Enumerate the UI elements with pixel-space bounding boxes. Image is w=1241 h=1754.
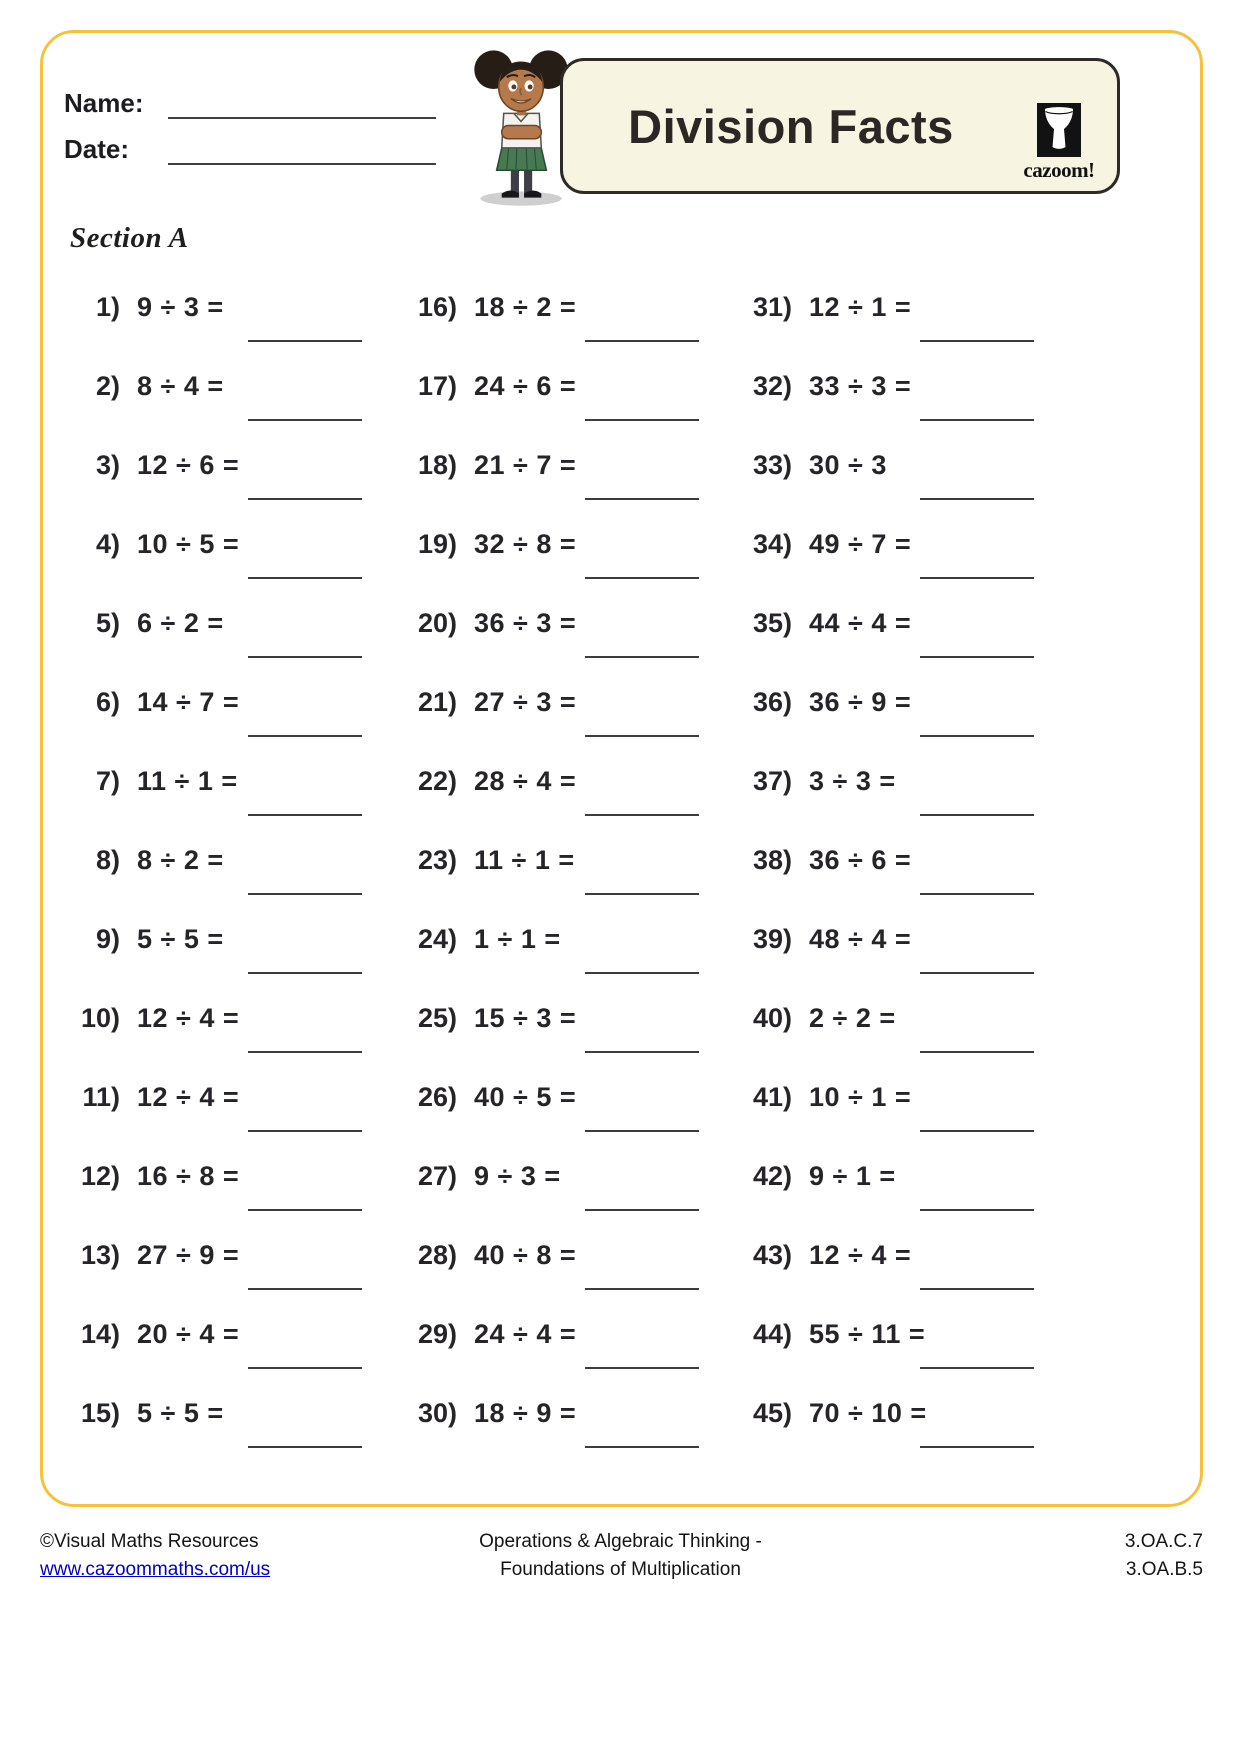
problem-expression: 6 ÷ 2 = [137,608,224,638]
problem-line [740,1161,1075,1192]
problem-cell [68,1003,403,1082]
problem-number: 25) [417,1003,457,1033]
problem-number: 15) [80,1398,120,1428]
problem-cell [405,1319,740,1398]
problem-expression: 1 ÷ 1 = [474,924,561,954]
problem-expression: 44 ÷ 4 = [809,608,912,638]
problem-number: 13) [80,1240,120,1270]
problem-line [740,1240,1075,1271]
problem-number: 4) [95,529,120,559]
problem-expression: 24 ÷ 6 = [474,371,577,401]
answer-blank[interactable] [248,419,362,421]
name-fill-line[interactable] [168,117,436,119]
problem-cell [405,766,740,845]
problem-cell [740,608,1075,687]
answer-blank[interactable] [920,814,1034,816]
problem-expression: 49 ÷ 7 = [809,529,912,559]
problem-cell [740,371,1075,450]
answer-blank[interactable] [248,1446,362,1448]
problem-number: 7) [95,766,120,796]
answer-blank[interactable] [920,893,1034,895]
problem-number: 30) [417,1398,457,1428]
problem-cell [68,1398,403,1477]
problem-number: 8) [95,845,120,875]
problem-line [740,1003,1075,1034]
answer-blank[interactable] [585,577,699,579]
problem-number: 41) [752,1082,792,1112]
problem-number: 3) [95,450,120,480]
problem-cell [405,1398,740,1477]
answer-blank[interactable] [248,577,362,579]
answer-blank[interactable] [920,340,1034,342]
problem-cell [740,924,1075,1003]
answer-blank[interactable] [585,814,699,816]
problem-number: 24) [417,924,457,954]
page-title: Division Facts [628,99,954,153]
problem-line [68,924,403,955]
problem-number: 39) [752,924,792,954]
problem-cell [740,1398,1075,1477]
problem-number: 11) [82,1082,120,1112]
answer-blank[interactable] [248,893,362,895]
problem-expression: 48 ÷ 4 = [809,924,912,954]
answer-blank[interactable] [585,893,699,895]
problem-expression: 12 ÷ 4 = [137,1003,240,1033]
problem-number: 5) [95,608,120,638]
answer-blank[interactable] [920,1051,1034,1053]
problem-line [405,1003,740,1034]
problem-cell [405,608,740,687]
problem-number: 31) [752,292,792,322]
problem-expression: 5 ÷ 5 = [137,924,224,954]
problems-column-1 [68,292,403,1477]
problem-line [68,608,403,639]
problem-expression: 11 ÷ 1 = [137,766,238,796]
problem-expression: 9 ÷ 1 = [809,1161,896,1191]
answer-blank[interactable] [248,340,362,342]
standard-code-2: 3.OA.B.5 [1125,1559,1203,1580]
answer-blank[interactable] [585,1367,699,1369]
problem-line [68,1398,403,1429]
problem-cell [740,1319,1075,1398]
problem-cell [740,687,1075,766]
problem-line [405,1161,740,1192]
answer-blank[interactable] [585,1288,699,1290]
problem-expression: 30 ÷ 3 [809,450,887,480]
problem-number: 26) [417,1082,457,1112]
problem-expression: 2 ÷ 2 = [809,1003,896,1033]
problem-line [68,687,403,718]
answer-blank[interactable] [248,656,362,658]
problem-cell [68,1240,403,1319]
problem-line [740,1082,1075,1113]
problem-line [68,1003,403,1034]
answer-blank[interactable] [248,1051,362,1053]
problem-expression: 36 ÷ 9 = [809,687,912,717]
date-fill-line[interactable] [168,163,436,165]
website-link[interactable]: www.cazoommaths.com/us [40,1559,271,1580]
answer-blank[interactable] [920,735,1034,737]
answer-blank[interactable] [585,1209,699,1211]
problem-cell [405,529,740,608]
problem-line [740,450,1075,481]
problem-expression: 28 ÷ 4 = [474,766,577,796]
footer-topic-line1: Operations & Algebraic Thinking - [479,1531,762,1552]
problem-number: 28) [417,1240,457,1270]
problem-expression: 36 ÷ 6 = [809,845,912,875]
problem-expression: 5 ÷ 5 = [137,1398,224,1428]
problem-line [740,845,1075,876]
answer-blank[interactable] [920,656,1034,658]
problem-cell [405,1082,740,1161]
name-label: Name: [64,88,144,118]
answer-blank[interactable] [585,735,699,737]
answer-blank[interactable] [248,814,362,816]
problem-line [740,1398,1075,1429]
answer-blank[interactable] [248,1130,362,1132]
problem-line [68,1240,403,1271]
problem-cell [405,845,740,924]
problem-line [68,845,403,876]
problem-cell [405,1003,740,1082]
problem-line [68,1319,403,1350]
problem-line [405,766,740,797]
problem-expression: 16 ÷ 8 = [137,1161,240,1191]
problem-expression: 27 ÷ 3 = [474,687,577,717]
problem-line [405,924,740,955]
problem-number: 20) [417,608,457,638]
problem-line [740,766,1075,797]
answer-blank[interactable] [248,1288,362,1290]
cazoom-brand-text: cazoom! [1023,158,1095,182]
problem-line [68,1161,403,1192]
problem-line [740,292,1075,323]
problem-cell [740,766,1075,845]
answer-blank[interactable] [920,1288,1034,1290]
answer-blank[interactable] [248,498,362,500]
answer-blank[interactable] [920,1209,1034,1211]
answer-blank[interactable] [920,1446,1034,1448]
problem-number: 34) [752,529,792,559]
problem-line [405,687,740,718]
problem-line [405,1082,740,1113]
problems-grid [68,292,1143,1482]
problem-expression: 27 ÷ 9 = [137,1240,240,1270]
problem-cell [740,1082,1075,1161]
problem-cell [68,371,403,450]
problem-cell [68,1082,403,1161]
problem-cell [68,1319,403,1398]
problem-cell [740,1240,1075,1319]
problem-number: 1) [95,292,120,322]
problem-expression: 40 ÷ 5 = [474,1082,577,1112]
title-box [560,58,1120,194]
problem-line [405,1319,740,1350]
problem-cell [68,529,403,608]
problem-cell [740,1161,1075,1240]
problem-expression: 12 ÷ 1 = [809,292,912,322]
problem-line [405,845,740,876]
problem-cell [740,529,1075,608]
problem-expression: 55 ÷ 11 = [809,1319,926,1349]
problem-number: 33) [752,450,792,480]
problem-expression: 40 ÷ 8 = [474,1240,577,1270]
problem-expression: 12 ÷ 6 = [137,450,240,480]
problem-line [405,608,740,639]
problem-expression: 10 ÷ 1 = [809,1082,912,1112]
problem-number: 16) [417,292,457,322]
problem-cell [68,845,403,924]
problem-expression: 8 ÷ 4 = [137,371,224,401]
problem-expression: 33 ÷ 3 = [809,371,912,401]
problem-cell [405,687,740,766]
problem-cell [740,1003,1075,1082]
problem-cell [68,1161,403,1240]
footer-right [1125,1528,1203,1584]
problem-expression: 18 ÷ 9 = [474,1398,577,1428]
problem-number: 21) [417,687,457,717]
problems-column-2 [405,292,740,1477]
answer-blank[interactable] [920,577,1034,579]
problem-number: 45) [752,1398,792,1428]
problem-expression: 14 ÷ 7 = [137,687,240,717]
problem-line [68,292,403,323]
problem-line [740,1319,1075,1350]
problem-number: 19) [417,529,457,559]
answer-blank[interactable] [585,1051,699,1053]
problem-cell [405,292,740,371]
problem-expression: 9 ÷ 3 = [474,1161,561,1191]
problem-number: 23) [417,845,457,875]
problem-line [740,924,1075,955]
problem-line [405,371,740,402]
problem-cell [68,450,403,529]
problem-cell [405,1161,740,1240]
answer-blank[interactable] [920,1130,1034,1132]
problem-expression: 9 ÷ 3 = [137,292,224,322]
answer-blank[interactable] [920,419,1034,421]
problem-cell [405,371,740,450]
problem-line [405,529,740,560]
problem-expression: 11 ÷ 1 = [474,845,575,875]
answer-blank[interactable] [585,340,699,342]
answer-blank[interactable] [585,419,699,421]
problem-cell [68,292,403,371]
problem-expression: 10 ÷ 5 = [137,529,240,559]
problem-line [405,1398,740,1429]
footer-topic-line2: Foundations of Multiplication [500,1559,741,1580]
problems-column-3 [740,292,1075,1477]
problem-line [68,1082,403,1113]
problem-expression: 20 ÷ 4 = [137,1319,240,1349]
problem-number: 17) [417,371,457,401]
problem-number: 32) [752,371,792,401]
problem-number: 10) [80,1003,120,1033]
problem-cell [740,845,1075,924]
problem-cell [68,608,403,687]
problem-expression: 12 ÷ 4 = [809,1240,912,1270]
problem-number: 2) [95,371,120,401]
problem-expression: 36 ÷ 3 = [474,608,577,638]
copyright-text: ©Visual Maths Resources [40,1531,259,1552]
problem-number: 18) [417,450,457,480]
problem-expression: 8 ÷ 2 = [137,845,224,875]
problem-line [405,1240,740,1271]
problem-number: 29) [417,1319,457,1349]
problem-expression: 32 ÷ 8 = [474,529,577,559]
answer-blank[interactable] [248,1209,362,1211]
answer-blank[interactable] [248,735,362,737]
problem-expression: 21 ÷ 7 = [474,450,577,480]
answer-blank[interactable] [920,498,1034,500]
problem-cell [405,450,740,529]
problem-number: 9) [95,924,120,954]
cazoom-logo [1017,103,1101,183]
problem-cell [68,687,403,766]
answer-blank[interactable] [920,972,1034,974]
problem-number: 37) [752,766,792,796]
problem-line [740,687,1075,718]
answer-blank[interactable] [585,656,699,658]
problem-expression: 12 ÷ 4 = [137,1082,240,1112]
problem-number: 6) [95,687,120,717]
answer-blank[interactable] [585,972,699,974]
problem-expression: 15 ÷ 3 = [474,1003,577,1033]
problem-line [740,608,1075,639]
problem-cell [740,450,1075,529]
problem-line [740,371,1075,402]
problem-number: 36) [752,687,792,717]
section-heading: Section A [70,222,189,254]
problem-line [405,450,740,481]
problem-expression: 18 ÷ 2 = [474,292,577,322]
problem-line [740,529,1075,560]
problem-cell [740,292,1075,371]
problem-number: 42) [752,1161,792,1191]
problem-expression: 24 ÷ 4 = [474,1319,577,1349]
problem-expression: 3 ÷ 3 = [809,766,896,796]
problem-number: 40) [752,1003,792,1033]
problem-cell [68,924,403,1003]
date-label: Date: [64,134,130,164]
problem-line [405,292,740,323]
problem-number: 27) [417,1161,457,1191]
answer-blank[interactable] [248,1367,362,1369]
problem-cell [405,924,740,1003]
problem-number: 43) [752,1240,792,1270]
problem-number: 22) [417,766,457,796]
problem-number: 44) [752,1319,792,1349]
problem-number: 35) [752,608,792,638]
problem-cell [68,766,403,845]
answer-blank[interactable] [248,972,362,974]
footer-center [0,1528,1241,1584]
problem-line [68,371,403,402]
problem-cell [405,1240,740,1319]
cazoom-drum-icon [1037,103,1081,157]
answer-blank[interactable] [585,1446,699,1448]
problem-line [68,766,403,797]
problem-expression: 70 ÷ 10 = [809,1398,927,1428]
answer-blank[interactable] [585,1130,699,1132]
problem-number: 12) [80,1161,120,1191]
problem-number: 14) [80,1319,120,1349]
problem-line [68,529,403,560]
answer-blank[interactable] [920,1367,1034,1369]
problem-number: 38) [752,845,792,875]
standard-code-1: 3.OA.C.7 [1124,1531,1203,1552]
answer-blank[interactable] [585,498,699,500]
problem-line [68,450,403,481]
